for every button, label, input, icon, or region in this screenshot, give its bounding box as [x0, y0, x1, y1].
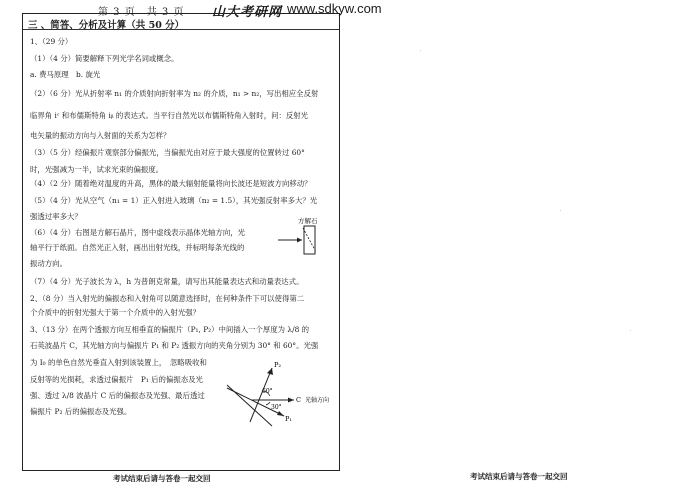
question-line: 石英波晶片 C，其光轴方向与偏振片 P₁ 和 P₂ 透振方向的夹角分别为 30° 和 60°。光强: [30, 341, 319, 350]
question-line: a. 费马原理 b. 旋光: [30, 70, 101, 79]
arrow-head-icon: [267, 368, 273, 375]
polarizer-figure: [222, 360, 340, 430]
angle-arc: [266, 402, 270, 405]
crystal-plate: [304, 226, 315, 254]
question-line: 3、（13 分）在两个透振方向互相垂直的偏振片（P₁, P₂）中间插入一个厚度为 λ/8 的: [30, 325, 310, 334]
arrow-head-icon: [297, 238, 302, 243]
site-url: www.sdkyw.com: [287, 1, 382, 16]
question-line: 2、（8 分）当入射光的偏振态和入射角可以随意选择时，在何种条件下可以使得第二: [30, 294, 305, 303]
p1-label: P₁: [285, 415, 292, 423]
question-line: 为 I₀ 的单色自然光垂直入射到该装置上， 忽略吸收和: [30, 358, 207, 367]
question-line: （2）（6 分）光从折射率 n₁ 的介质射向折射率为 n₂ 的介质，n₁ > n₂，写出相应全反射: [30, 89, 319, 98]
angle-60-label: 60°: [262, 388, 273, 395]
section-title: 三 、简答、分析及计算（共 50 分）: [28, 20, 185, 31]
question-line: （7）（4 分）光子波长为 λ，h 为普朗克常量，请写出其能量表达式和动量表达式。: [30, 277, 304, 286]
title-divider: [23, 29, 339, 30]
page-number: 第 3 页 共 3 页: [98, 7, 185, 18]
p2-axis-line: [250, 368, 272, 422]
question-line: 偏振片 P₂ 后的偏振态及光强。: [30, 407, 132, 416]
arrow-head-icon: [277, 411, 284, 416]
question-line: 临界角 iᶜ 和布儒斯特角 iᵦ 的表达式。当平行自然光以布儒斯特角入射时，问：反射光: [30, 111, 309, 120]
question-line: 振动方向。: [30, 259, 67, 268]
question-line: （4）（2 分）随着绝对温度的升高，黑体的最大辐射能量将向长波还是短波方向移动？: [30, 179, 312, 188]
question-line: 个介质中的折射光强大于第一个介质中的入射光强？: [30, 308, 200, 317]
calcite-label: 方解石: [298, 217, 318, 225]
calcite-figure: [276, 215, 326, 260]
question-line: （6）（4 分）右图是方解石晶片，图中虚线表示晶体光轴方向，光: [30, 228, 245, 237]
question-line: 轴平行于纸面。自然光正入射，画出出射光线，并标明每条光线的: [30, 243, 245, 252]
c-label: C: [296, 396, 301, 404]
question-line: （3）（5 分）经偏振片观察部分偏振光，当偏振光由对应于最大强度的位置转过 60°: [30, 148, 305, 157]
footer-left: 考试结束后请与答卷一起交回: [113, 474, 211, 483]
question-line: （5）（4 分）光从空气（n₁ = 1）正入射进入玻璃（n₂ = 1.5），其光强反射率多大？光: [30, 196, 318, 205]
question-line: （1）（4 分）简要解释下列光学名词或概念。: [30, 54, 179, 63]
brand-logo-text: 山大考研网: [212, 5, 283, 20]
axis-direction-label: 光轴方向: [305, 397, 330, 404]
footer-right: 考试结束后请与答卷一起交回: [470, 472, 568, 481]
question-line: 反射等的光损耗，求透过偏振片 P₁ 后的偏振态及光: [30, 375, 203, 384]
optic-axis-line: [303, 228, 316, 252]
question-line: 时，光强减为一半，试求光束的偏振度。: [30, 165, 164, 174]
question-line: 电矢量的振动方向与入射面的关系为怎样？: [30, 131, 171, 140]
p1-axis-line: [227, 388, 284, 416]
question-line: 强透过率多大？: [30, 212, 82, 221]
question-line: 强、透过 λ/8 波晶片 C 后的偏振态及光强、最后透过: [30, 391, 205, 400]
arrow-head-icon: [288, 398, 294, 403]
scan-speck: [560, 210, 561, 211]
scan-speck: [420, 50, 421, 51]
angle-30-label: 30°: [271, 404, 282, 411]
p2-label: P₂: [274, 361, 281, 369]
question-line: 1、（29 分）: [30, 37, 73, 46]
scan-speck: [630, 330, 631, 331]
